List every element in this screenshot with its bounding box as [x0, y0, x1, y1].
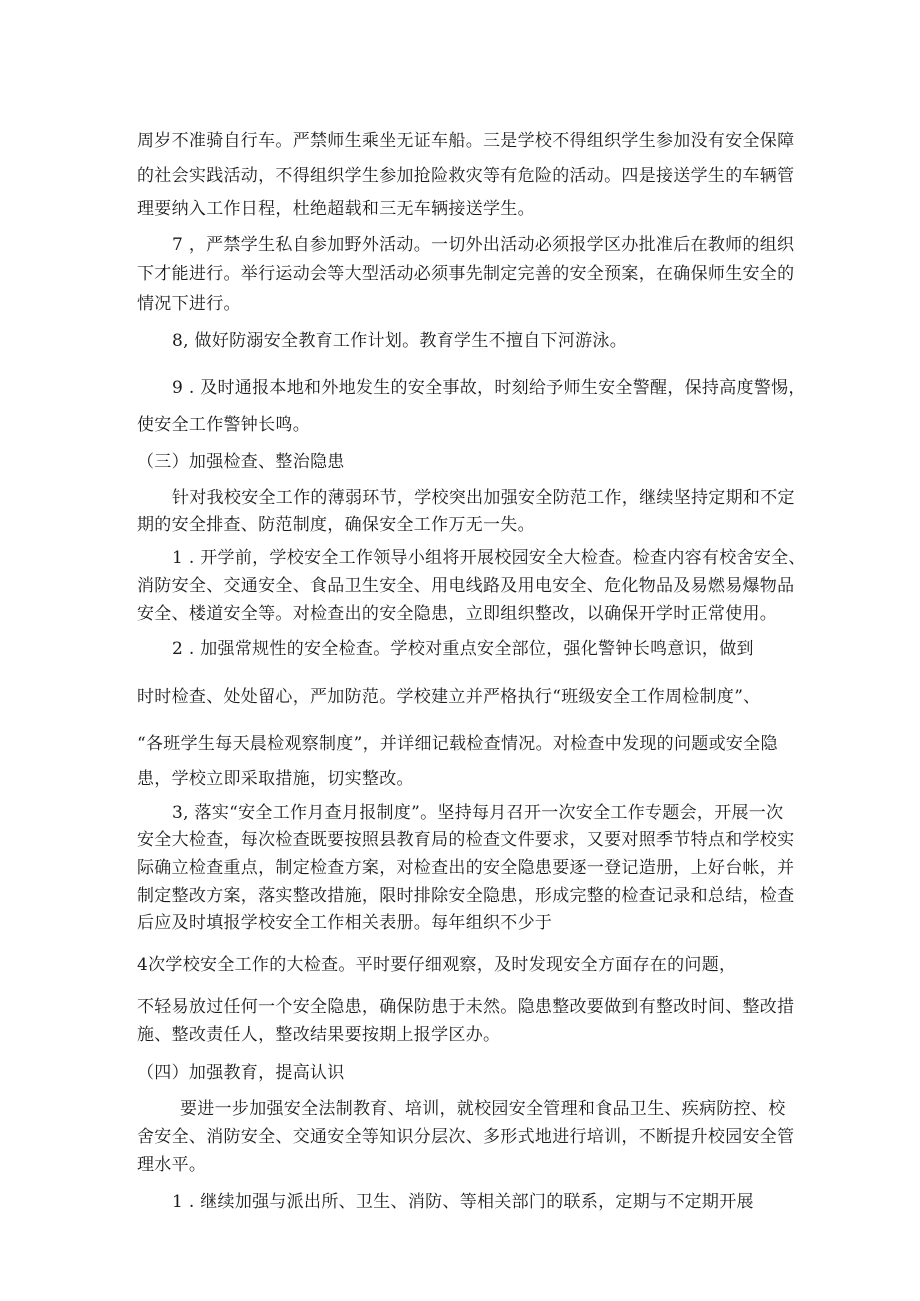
text-line: 后应及时填报学校安全工作相关表册。每年组织不少于	[137, 913, 553, 933]
text-line: 理要纳入工作日程，杜绝超载和三无车辆接送学生。	[137, 199, 535, 219]
section-heading: （四）加强教育，提高认识	[137, 1063, 345, 1083]
text-line: 期的安全排查、防范制度，确保安全工作万无一失。	[137, 515, 535, 535]
text-line: 1 . 开学前，学校安全工作领导小组将开展校园安全大检查。检查内容有校舍安全、	[172, 548, 806, 568]
text-line: 要进一步加强安全法制教育、培训，就校园安全管理和食品卫生、疾病防控、校	[180, 1099, 786, 1119]
text-line: 7 ，严禁学生私自参加野外活动。一切外出活动必须报学区办批准后在教师的组织	[172, 235, 795, 255]
text-line: 2 . 加强常规性的安全检查。学校对重点安全部位，强化警钟长鸣意识，做到	[172, 639, 754, 659]
text-line: 下才能进行。举行运动会等大型活动必须事先制定完善的安全预案，在确保师生安全的	[137, 264, 795, 284]
text-line: 8, 做好防溺安全教育工作计划。教育学生不擅自下河游泳。	[172, 331, 628, 351]
text-line: 周岁不准骑自行车。严禁师生乘坐无证车船。三是学校不得组织学生参加没有安全保障	[137, 131, 795, 151]
text-line: 3, 落实“安全工作月查月报制度”。坚持每月召开一次安全工作专题会，开展一次	[172, 803, 784, 823]
text-line: 舍安全、消防安全、交通安全等知识分层次、多形式地进行培训，不断提升校园安全管	[137, 1127, 795, 1147]
text-line: 针对我校安全工作的薄弱环节，学校突出加强安全防范工作，继续坚持定期和不定	[172, 488, 795, 508]
text-line: “各班学生每天晨检观察制度”，并详细记载检查情况。对检查中发现的问题或安全隐	[137, 734, 778, 754]
text-line: 安全、楼道安全等。对检查出的安全隐患，立即组织整改，以确保开学时正常使用。	[137, 604, 778, 624]
text-line: 时时检查、处处留心，严加防范。学校建立并严格执行“班级安全工作周检制度”、	[137, 687, 761, 707]
text-line: 不轻易放过任何一个安全隐患，确保防患于未然。隐患整改要做到有整改时间、整改措	[137, 997, 795, 1017]
text-line: 情况下进行。	[137, 294, 241, 314]
text-line: 际确立检查重点，制定检查方案，对检查出的安全隐患要逐一登记造册，上好台帐，并	[137, 858, 795, 878]
text-line: 患，学校立即采取措施，切实整改。	[137, 769, 414, 789]
text-line: 施、整改责任人，整改结果要按期上报学区办。	[137, 1025, 501, 1045]
text-line: 1 . 继续加强与派出所、卫生、消防、等相关部门的联系，定期与不定期开展	[172, 1192, 754, 1212]
text-line: 的社会实践活动，不得组织学生参加抢险救灾等有危险的活动。四是接送学生的车辆管	[137, 166, 795, 186]
text-line: 使安全工作警钟长鸣。	[137, 415, 310, 435]
text-line: 9 . 及时通报本地和外地发生的安全事故，时刻给予师生安全警醒，保持高度警惕，	[172, 378, 806, 398]
text-line: 理水平。	[137, 1155, 207, 1175]
text-line: 安全大检查，每次检查既要按照县教育局的检查文件要求，又要对照季节特点和学校实	[137, 830, 795, 850]
section-heading: （三）加强检查、整治隐患	[137, 452, 345, 472]
text-line: 消防安全、交通安全、食品卫生安全、用电线路及用电安全、危化物品及易燃易爆物品	[137, 576, 795, 596]
text-line: 4次学校安全工作的大检查。平时要仔细观察，及时发现安全方面存在的问题，	[137, 955, 737, 975]
text-line: 制定整改方案，落实整改措施，限时排除安全隐患，形成完整的检查记录和总结，检查	[137, 886, 795, 906]
